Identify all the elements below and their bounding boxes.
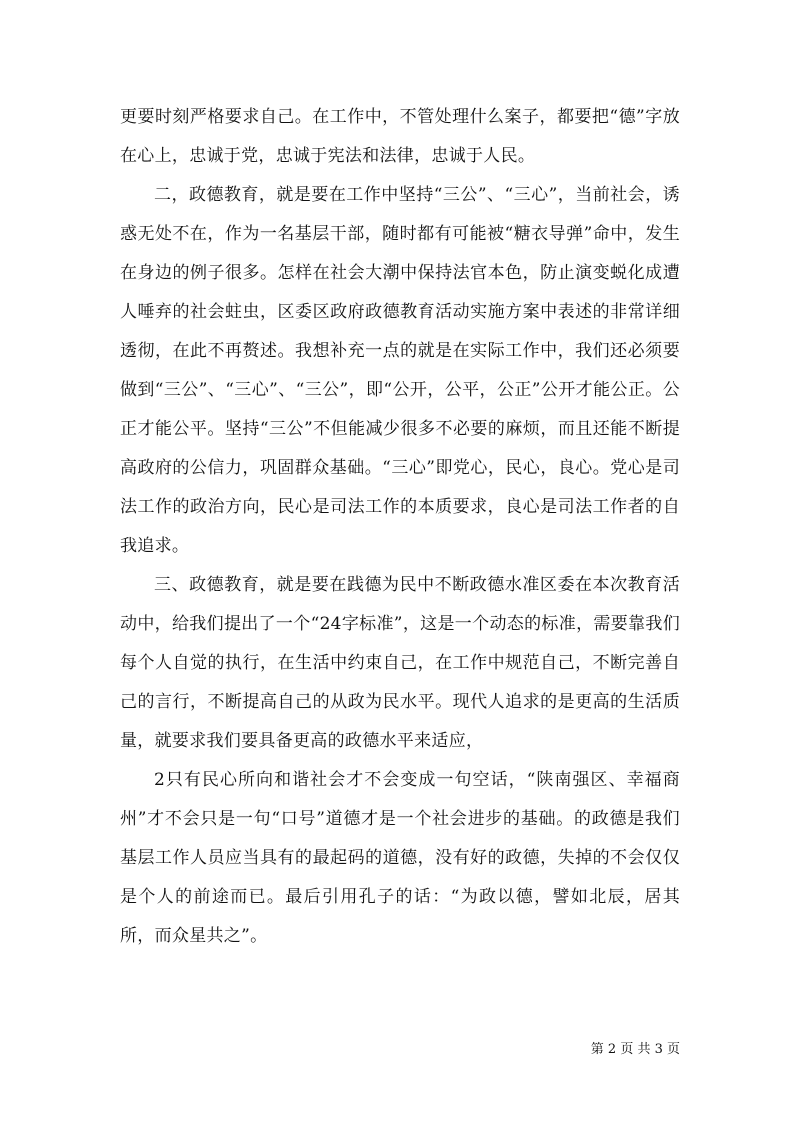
paragraph-section-three: 三、政德教育，就是要在践德为民中不断政德水准区委在本次教育活动中，给我们提出了一个“24字标准”，这是一个动态的标准，需要靠我们每个人自觉的执行，在生活中约束自己，在工作中规范自己，不断完善自己的言行，不断提高自己的从政为民水平。现代人追求的是更高的生活质量，就要求我们要具备更高的政德水平来适应，	[120, 575, 680, 751]
paragraph-section-two: 二，政德教育，就是要在工作中坚持“三公”、“三心”，当前社会，诱惑无处不在，作为一名基层干部，随时都有可能被“糖衣导弹”命中，发生在身边的例子很多。怎样在社会大潮中保持法官本色，防止演变蜕化成遭人唾弃的社会蛀虫，区委区政府政德教育活动实施方案中表述的非常详细透彻，在此不再赘述。我想补充一点的就是在实际工作中，我们还必须要做到“三公”、“三心”、“三公”，即“公开，公平，公正”公开才能公正。公正才能公平。坚持“三公”不但能减少很多不必要的麻烦，而且还能不断提高政府的公信力，巩固群众基础。“三心”即党心，民心，良心。党心是司法工作的政治方向，民心是司法工作的本质要求，良心是司法工作者的自我追求。	[120, 185, 680, 556]
paragraph-conclusion: 2只有民心所向和谐社会才不会变成一句空话，“陕南强区、幸福商州”才不会只是一句“口号”道德才是一个社会进步的基础。的政德是我们基层工作人员应当具有的最起码的道德，没有好的政德，失掉的不会仅仅是个人的前途而已。最后引用孔子的话：“为政以德，譬如北辰，居其所，而众星共之”。	[120, 770, 680, 946]
page-number-footer: 第 2 页 共 3 页	[590, 1042, 680, 1057]
document-body	[120, 98, 680, 956]
paragraph-continuation: 更要时刻严格要求自己。在工作中，不管处理什么案子，都要把“德”字放在心上，忠诚于党，忠诚于宪法和法律，忠诚于人民。	[120, 107, 680, 166]
